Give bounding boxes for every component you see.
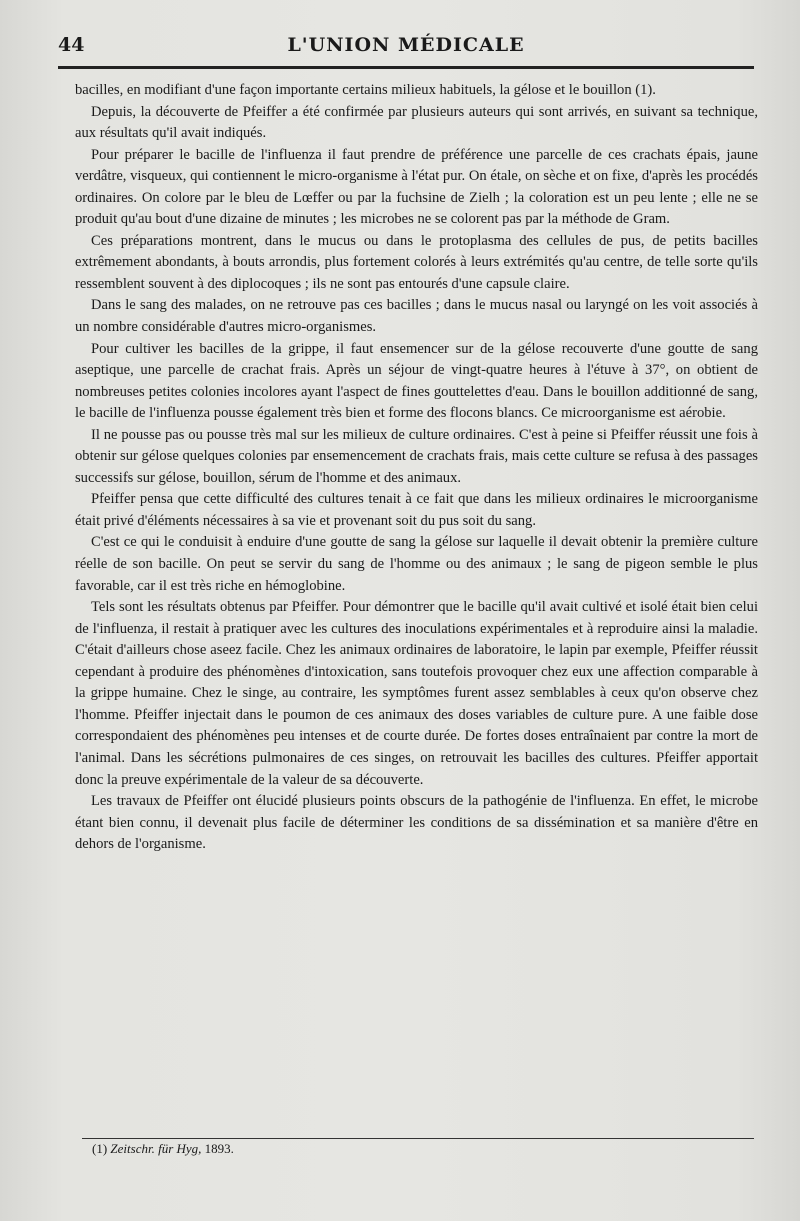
- paragraph: Les travaux de Pfeiffer ont élucidé plusieurs points obscurs de la pathogénie de l'influenza. En effet, le microbe étant bien connu, il devenait plus facile de déterminer les conditions de sa dissémination et sa manière d'être en dehors de l'organisme.: [75, 793, 758, 853]
- paragraph: Tels sont les résultats obtenus par Pfeiffer. Pour démontrer que le bacille qu'il avait cultivé et isolé était bien celui de l'influenza, il restait à pratiquer avec les cultures des inoculations expérimentales et à reproduire ainsi la maladie. C'était d'ailleurs chose aseez facile. Chez les animaux ordinaires de laboratoire, le lapin par exemple, Pfeiffer réussit cependant à produire des phénomènes d'intoxication, sans toutefois provoquer chez eux une affection comparable à la grippe humaine. Chez le singe, au contraire, les symptômes furent assez semblables à ceux qu'on observe chez l'homme. Pfeiffer injectait dans le poumon de ces animaux des doses variables de culture pure. A une faible dose correspondaient des phénomènes peu intenses et de courte durée. De fortes doses entraînaient par contre la mort de l'animal. Dans les sécrétions pulmonaires de ces singes, on retrouvait les bacilles des cultures. Pfeiffer apportait donc la preuve expérimentale de la valeur de sa découverte.: [75, 599, 758, 788]
- paragraph: bacilles, en modifiant d'une façon importante certains milieux habituels, la gélose et le bouillon (1).: [75, 82, 656, 98]
- running-head: [58, 30, 754, 62]
- paragraph: Ces préparations montrent, dans le mucus ou dans le protoplasma des cellules de pus, de petits bacilles extrêmement abondants, à bouts arrondis, plus fortement colorés à leurs extrémités qu'au centre, de telle sorte qu'ils ressemblent souvent à des diplocoques ; ils ne sont pas entourés d'une capsule claire.: [75, 232, 758, 292]
- header-rule: [58, 66, 754, 69]
- footnote-year: 1893.: [204, 1141, 234, 1156]
- paragraph: Il ne pousse pas ou pousse très mal sur les milieux de culture ordinaires. C'est à peine si Pfeiffer réussit une fois à obtenir sur gélose quelques colonies par ensemencement de crachats frais, mais cette culture se refusa à des passages successifs sur gélose, bouillon, sérum de l'homme et des animaux.: [75, 426, 758, 486]
- paragraph: Pour cultiver les bacilles de la grippe, il faut ensemencer sur de la gélose recouverte d'une goutte de sang aseptique, une parcelle de crachat frais. Après un séjour de vingt-quatre heures à l'étuve à 37°, on obtient de nombreuses petites colonies incolores ayant l'aspect de fines gouttelettes d'eau. Dans le bouillon additionné de sang, le bacille de l'influenza pousse également très bien et forme des flocons blancs. Ce microorganisme est aérobie.: [75, 340, 758, 422]
- footnote-source: Zeitschr. für Hyg,: [110, 1141, 202, 1156]
- journal-title: L'UNION MÉDICALE: [287, 34, 525, 56]
- footnote: [92, 1140, 752, 1158]
- paragraph: Pour préparer le bacille de l'influenza il faut prendre de préférence une parcelle de ces crachats épais, jaune verdâtre, visqueux, qui contiennent le micro-organisme à l'état pur. On étale, on sèche et on fixe, d'après les procédés ordinaires. On colore par le bleu de Lœffer ou par la fuchsine de Zielh ; la coloration est un peu lente ; elle ne se produit qu'au bout d'une dizaine de minutes ; les microbes ne se colorent pas par la méthode de Gram.: [75, 146, 758, 228]
- paragraph: Depuis, la découverte de Pfeiffer a été confirmée par plusieurs auteurs qui sont arrivés, en suivant sa technique, aux résultats qu'il avait indiqués.: [75, 103, 758, 142]
- page-number: 44: [58, 34, 85, 56]
- article-body: [75, 80, 758, 856]
- paragraph: C'est ce qui le conduisit à enduire d'une goutte de sang la gélose sur laquelle il devait obtenir la première culture réelle de son bacille. On peut se servir du sang de l'homme ou des animaux ; le sang de pigeon semble le plus favorable, car il est très riche en hémoglobine.: [75, 534, 758, 594]
- paragraph: Dans le sang des malades, on ne retrouve pas ces bacilles ; dans le mucus nasal ou laryngé on les voit associés à un nombre considérable d'autres micro-organismes.: [75, 297, 758, 336]
- footnote-marker: (1): [92, 1141, 108, 1156]
- footnote-rule: [82, 1138, 754, 1139]
- paragraph: Pfeiffer pensa que cette difficulté des cultures tenait à ce fait que dans les milieux ordinaires le microorganisme était privé d'éléments nécessaires à sa vie et provenant soit du pus soit du sang.: [75, 491, 758, 529]
